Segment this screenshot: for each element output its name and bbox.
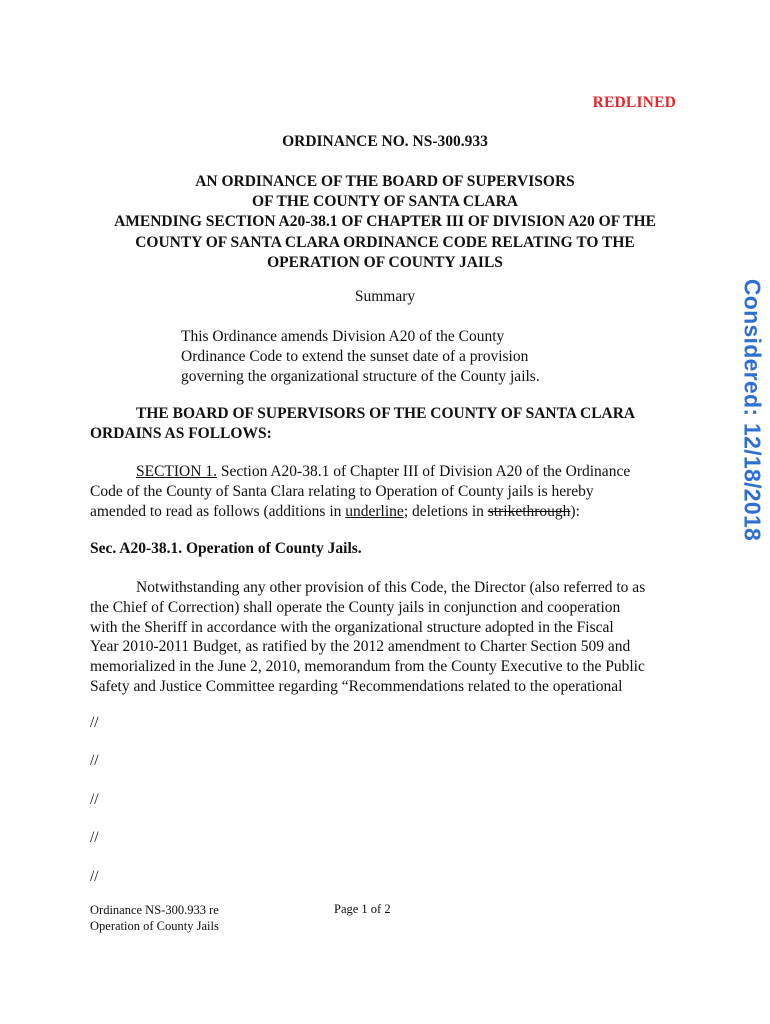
redlined-label: REDLINED [592, 94, 676, 111]
continuation-slash: // [90, 752, 99, 769]
title-line: AN ORDINANCE OF THE BOARD OF SUPERVISORS [195, 173, 575, 190]
summary-line: This Ordinance amends Division A20 of the County [181, 328, 505, 345]
section-1-line [90, 462, 690, 482]
section-1-text: Section A20-38.1 of Chapter III of Division A20 of the Ordinance [216, 463, 631, 480]
continuation-slash: // [90, 791, 99, 808]
continuation-slash: // [90, 829, 99, 846]
summary-heading: Summary [354, 288, 416, 305]
underline-example: underline [345, 503, 404, 521]
continuation-slash: // [90, 868, 99, 885]
body-line: Notwithstanding any other provision of this Code, the Director (also referred to as [136, 579, 646, 596]
considered-stamp: Considered: 12/18/2018 [739, 278, 766, 542]
title-line: COUNTY OF SANTA CLARA ORDINANCE CODE RELATING TO THE [135, 233, 635, 251]
footer-line: Ordinance NS-300.933 re [90, 903, 219, 917]
summary-line: Ordinance Code to extend the sunset date of a provision [181, 348, 529, 366]
section-1-text: amended to read as follows (additions in [90, 503, 346, 521]
section-1-line [90, 502, 690, 522]
footer-line: Operation of County Jails [90, 919, 219, 933]
ordains-clause [90, 404, 690, 444]
section-heading: Sec. A20-38.1. Operation of County Jails. [90, 540, 362, 557]
strikethrough-example: strikethrough [487, 503, 571, 521]
ordains-line: THE BOARD OF SUPERVISORS OF THE COUNTY OF SANTA CLARA [136, 405, 636, 422]
ordinance-title [80, 172, 690, 273]
continuation-slash: // [90, 714, 99, 731]
ordains-line: ORDAINS AS FOLLOWS: [90, 425, 272, 443]
section-1-line: Code of the County of Santa Clara relating to Operation of County jails is hereby [90, 483, 594, 501]
section-1-paragraph [90, 462, 690, 523]
summary-line: governing the organizational structure of the County jails. [181, 368, 540, 386]
ordinance-number: ORDINANCE NO. NS-300.933 [282, 133, 488, 150]
body-line: Year 2010-2011 Budget, as ratified by the 2012 amendment to Charter Section 509 and [90, 638, 631, 656]
section-1-text: ): [570, 503, 580, 521]
body-line: with the Sheriff in accordance with the organizational structure adopted in the Fiscal [90, 618, 614, 636]
body-line: the Chief of Correction) shall operate the County jails in conjunction and cooperation [90, 598, 621, 616]
summary-text [181, 327, 581, 388]
page-number: Page 1 of 2 [334, 902, 391, 916]
footer-reference [90, 902, 290, 934]
title-line: AMENDING SECTION A20-38.1 OF CHAPTER III OF DIVISION A20 OF THE [114, 213, 656, 231]
body-line: Safety and Justice Committee regarding “Recommendations related to the operational [90, 677, 623, 695]
body-paragraph [90, 578, 690, 697]
title-line: OF THE COUNTY OF SANTA CLARA [252, 193, 518, 211]
body-line: memorialized in the June 2, 2010, memorandum from the County Executive to the Public [90, 658, 645, 676]
section-1-label: SECTION 1. [136, 463, 217, 480]
section-1-text: ; deletions in [403, 503, 488, 521]
title-line: OPERATION OF COUNTY JAILS [267, 253, 503, 271]
